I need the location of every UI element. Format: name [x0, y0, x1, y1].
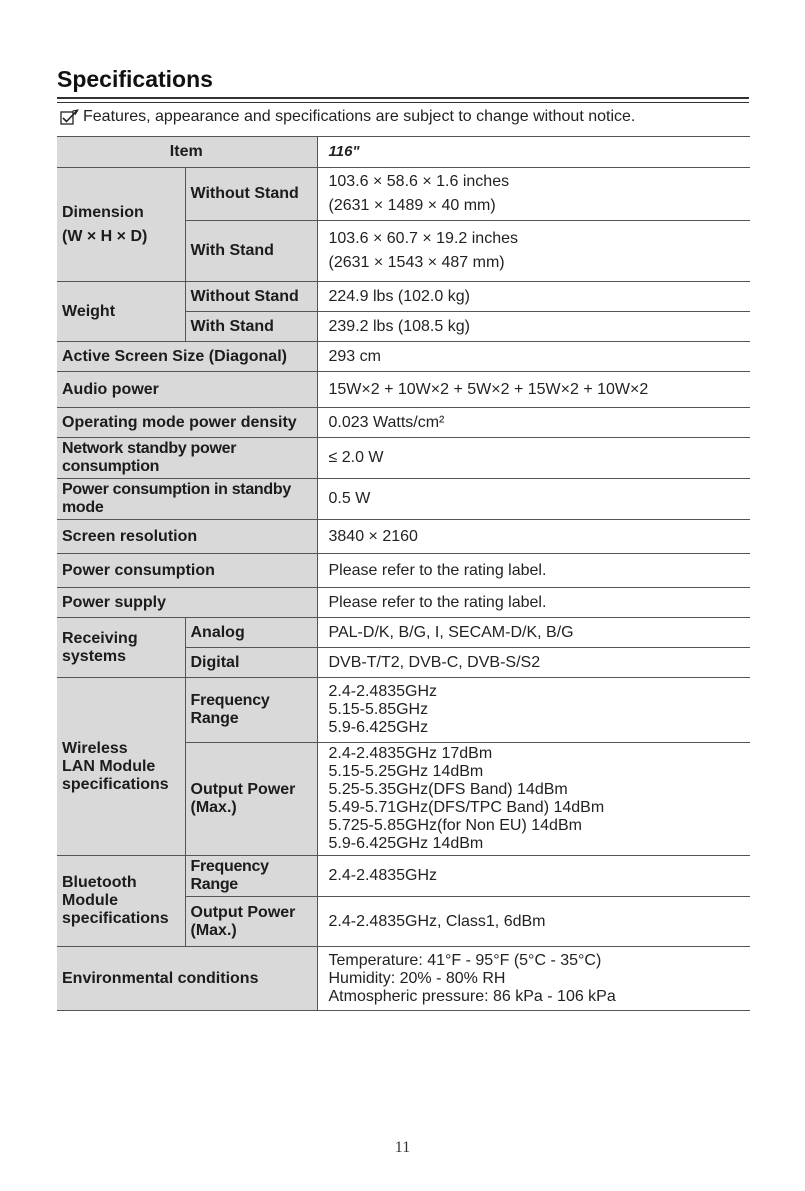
environment-line: Atmospheric pressure: 86 kPa - 106 kPa	[328, 987, 616, 1005]
environment-label: Environmental conditions	[57, 947, 317, 1011]
notice-text: Features, appearance and specifications are subject to change without notice.	[83, 108, 636, 125]
wireless-output-label-line1: Output Power	[190, 781, 296, 798]
table-row	[57, 168, 750, 221]
wireless-label-line3: specifications	[62, 775, 169, 793]
model-header	[317, 137, 750, 168]
wireless-frequency-line: 5.9-6.425GHz	[328, 719, 429, 736]
weight-with-stand-label: With Stand	[185, 312, 317, 342]
table-row	[57, 678, 750, 743]
operating-density-label: Operating mode power density	[57, 408, 317, 438]
table-row	[57, 408, 750, 438]
table-row	[57, 856, 750, 897]
receiving-label-line1: Receiving	[62, 629, 138, 647]
dimension-label-line2: (W × H × D)	[62, 227, 148, 245]
wireless-output-label-line2: (Max.)	[190, 799, 237, 816]
table-row	[57, 618, 750, 648]
dimension-without-stand-value	[317, 168, 750, 221]
network-standby-value: ≤ 2.0 W	[317, 438, 750, 479]
bluetooth-label	[57, 856, 185, 947]
dimension-with-stand-label: With Stand	[185, 221, 317, 282]
bluetooth-label-line2: Module	[62, 892, 118, 909]
wireless-output-label	[185, 743, 317, 856]
page-title: Specifications	[57, 66, 213, 92]
environment-line: Humidity: 20% - 80% RH	[328, 969, 506, 987]
wireless-frequency-value	[317, 678, 750, 743]
title-rule-thick	[57, 97, 749, 99]
wireless-label-line2: LAN Module	[62, 757, 156, 775]
dimension-without-stand-line2: (2631 × 1489 × 40 mm)	[328, 197, 496, 214]
wireless-label	[57, 678, 185, 856]
table-row	[57, 520, 750, 554]
table-row	[57, 438, 750, 479]
table-row	[57, 137, 750, 168]
environment-line: Temperature: 41°F - 95°F (5°C - 35°C)	[328, 951, 602, 969]
table-row	[57, 554, 750, 588]
bluetooth-output-value: 2.4-2.4835GHz, Class1, 6dBm	[317, 897, 750, 947]
item-header: Item	[57, 137, 317, 168]
screen-resolution-value: 3840 × 2160	[317, 520, 750, 554]
checkbox-note-icon	[60, 109, 80, 125]
weight-without-stand-value: 224.9 lbs (102.0 kg)	[317, 282, 750, 312]
page-number: 11	[394, 1139, 411, 1156]
dimension-without-stand-label: Without Stand	[185, 168, 317, 221]
table-row	[57, 342, 750, 372]
wireless-output-value	[317, 743, 750, 856]
digital-label: Digital	[185, 648, 317, 678]
wireless-output-line: 5.25-5.35GHz(DFS Band) 14dBm	[328, 781, 568, 798]
screen-resolution-label: Screen resolution	[57, 520, 317, 554]
analog-label: Analog	[185, 618, 317, 648]
audio-power-value: 15W×2 + 10W×2 + 5W×2 + 15W×2 + 10W×2	[317, 372, 750, 408]
power-consumption-value: Please refer to the rating label.	[317, 554, 750, 588]
wireless-output-line: 5.15-5.25GHz 14dBm	[328, 763, 484, 780]
digital-value: DVB-T/T2, DVB-C, DVB-S/S2	[317, 648, 750, 678]
bluetooth-output-label-line2: (Max.)	[190, 921, 237, 939]
power-supply-label: Power supply	[57, 588, 317, 618]
environment-value	[317, 947, 750, 1011]
wireless-label-line1: Wireless	[62, 739, 128, 757]
dimension-with-stand-line1: 103.6 × 60.7 × 19.2 inches	[328, 230, 518, 247]
wireless-output-line: 5.725-5.85GHz(for Non EU) 14dBm	[328, 817, 582, 834]
active-screen-value: 293 cm	[317, 342, 750, 372]
dimension-with-stand-value	[317, 221, 750, 282]
network-standby-label: Network standby power consumption	[57, 438, 317, 479]
wireless-output-line: 5.49-5.71GHz(DFS/TPC Band) 14dBm	[328, 799, 605, 816]
receiving-label	[57, 618, 185, 678]
bluetooth-output-label	[185, 897, 317, 947]
dimension-without-stand-line1: 103.6 × 58.6 × 1.6 inches	[328, 173, 510, 190]
bluetooth-output-label-line1: Output Power	[190, 903, 296, 921]
table-row	[57, 947, 750, 1011]
bluetooth-frequency-value: 2.4-2.4835GHz	[317, 856, 750, 897]
active-screen-label: Active Screen Size (Diagonal)	[57, 342, 317, 372]
table-row	[57, 282, 750, 312]
dimension-label-line1: Dimension	[62, 203, 144, 221]
bluetooth-frequency-label: Frequency Range	[185, 856, 317, 897]
model-label: 116"	[328, 143, 360, 160]
wireless-frequency-label-line2: Range	[190, 710, 239, 727]
receiving-label-line2: systems	[62, 647, 127, 665]
notice	[60, 108, 635, 126]
specifications-table	[57, 136, 750, 1011]
weight-with-stand-value: 239.2 lbs (108.5 kg)	[317, 312, 750, 342]
bluetooth-label-line3: specifications	[62, 910, 169, 927]
power-consumption-label: Power consumption	[57, 554, 317, 588]
wireless-frequency-line: 2.4-2.4835GHz	[328, 683, 438, 700]
wireless-frequency-label	[185, 678, 317, 743]
analog-value: PAL-D/K, B/G, I, SECAM-D/K, B/G	[317, 618, 750, 648]
table-row	[57, 372, 750, 408]
power-supply-value: Please refer to the rating label.	[317, 588, 750, 618]
operating-density-value: 0.023 Watts/cm²	[317, 408, 750, 438]
weight-without-stand-label: Without Stand	[185, 282, 317, 312]
wireless-output-line: 5.9-6.425GHz 14dBm	[328, 835, 484, 852]
standby-power-label: Power consumption in standby mode	[57, 479, 317, 520]
table-row	[57, 479, 750, 520]
audio-power-label: Audio power	[57, 372, 317, 408]
dimension-with-stand-line2: (2631 × 1543 × 487 mm)	[328, 254, 505, 271]
standby-power-value: 0.5 W	[317, 479, 750, 520]
bluetooth-label-line1: Bluetooth	[62, 874, 137, 891]
wireless-output-line: 2.4-2.4835GHz 17dBm	[328, 745, 493, 762]
wireless-frequency-label-line1: Frequency	[190, 692, 270, 709]
wireless-frequency-line: 5.15-5.85GHz	[328, 701, 429, 718]
table-row	[57, 588, 750, 618]
title-rule-thin	[57, 102, 749, 103]
dimension-label	[57, 168, 185, 282]
weight-label: Weight	[57, 282, 185, 342]
